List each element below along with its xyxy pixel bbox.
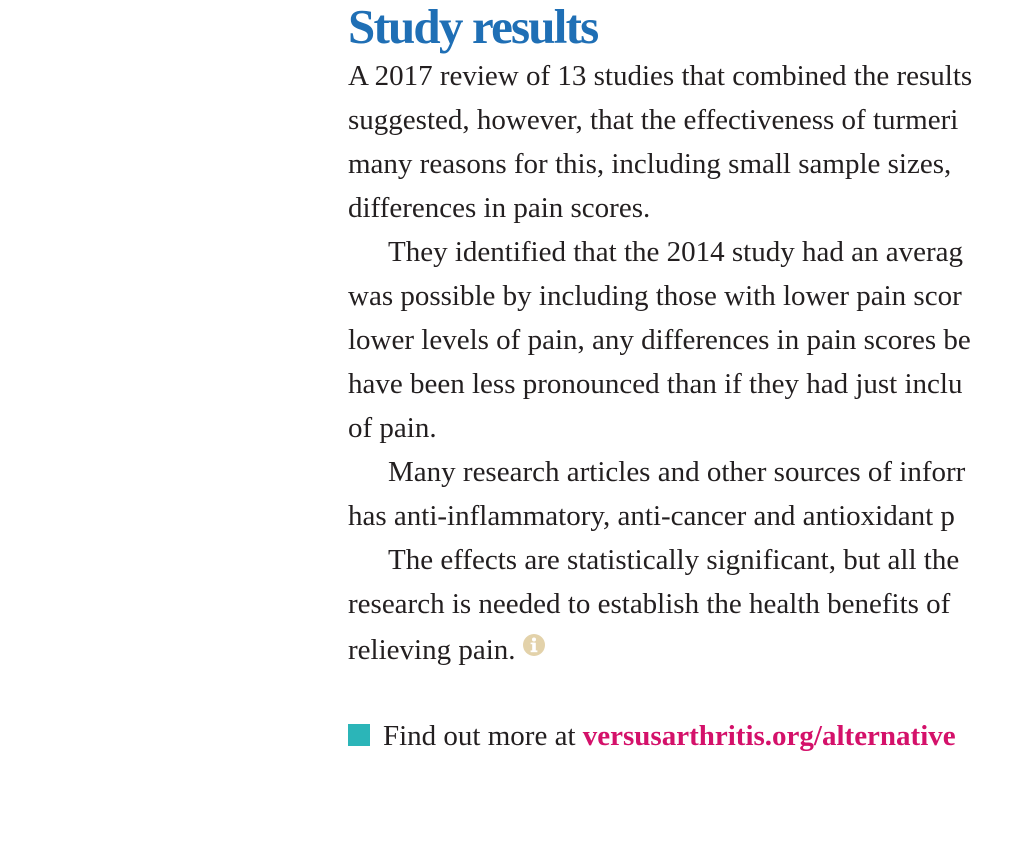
text-line: of pain. bbox=[348, 412, 437, 444]
last-text-line bbox=[348, 626, 1024, 670]
paragraph-1 bbox=[348, 54, 1024, 230]
text-line: research is needed to establish the health benefits of bbox=[348, 588, 951, 620]
paragraph-3 bbox=[348, 450, 1024, 538]
text-line: differences in pain scores. bbox=[348, 192, 651, 224]
text-line: many reasons for this, including small sample sizes, bbox=[348, 148, 952, 180]
paragraph-2 bbox=[348, 230, 1024, 450]
text-line: was possible by including those with lower pain scor bbox=[348, 280, 962, 312]
text-line: lower levels of pain, any differences in pain scores be bbox=[348, 324, 971, 356]
article-body bbox=[348, 54, 1024, 670]
text-line: Many research articles and other sources of inforr bbox=[388, 456, 966, 488]
find-out-more-prefix: Find out more at bbox=[383, 720, 583, 752]
bullet-square-icon bbox=[348, 724, 370, 746]
versus-arthritis-link[interactable]: versusarthritis.org/alternative bbox=[582, 720, 956, 752]
text-line: The effects are statistically significant, but all the bbox=[388, 544, 960, 576]
section-heading: Study results bbox=[348, 0, 598, 54]
text-line: has anti-inflammatory, anti-cancer and antioxidant p bbox=[348, 500, 955, 532]
text-line: They identified that the 2014 study had an averag bbox=[388, 236, 963, 268]
article bbox=[348, 0, 1024, 670]
paragraph-4 bbox=[348, 538, 1024, 670]
text-line: suggested, however, that the effectiveness of turmeri bbox=[348, 104, 959, 136]
info-circle-icon bbox=[522, 626, 546, 650]
find-out-more bbox=[348, 714, 956, 758]
text-line: A 2017 review of 13 studies that combined the results bbox=[348, 60, 973, 92]
text-line-content: relieving pain. bbox=[348, 634, 516, 666]
text-line: have been less pronounced than if they had just inclu bbox=[348, 368, 963, 400]
